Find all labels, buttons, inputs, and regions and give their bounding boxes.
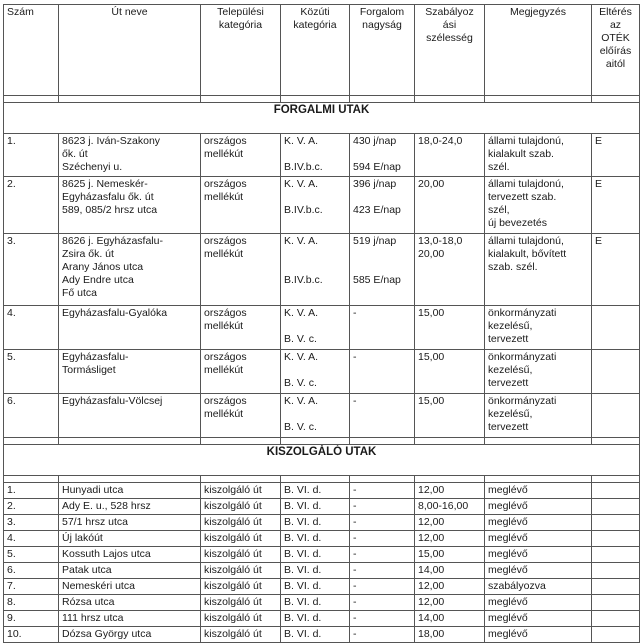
road-name: Kossuth Lajos utca xyxy=(59,547,201,563)
cell-line: Ady Endre utca xyxy=(62,274,134,286)
cell-line: mellékút xyxy=(204,191,244,203)
cell-line: B. V. c. xyxy=(284,377,317,389)
otek-deviation xyxy=(592,547,640,563)
road-name xyxy=(59,177,201,234)
cell-line: tervezett szab. xyxy=(488,191,557,203)
cell-line: K. V. A. xyxy=(284,395,319,407)
regulation-width xyxy=(415,234,485,306)
road-name: Patak utca xyxy=(59,563,201,579)
traffic-volume: - xyxy=(350,483,415,499)
table-row xyxy=(4,515,640,531)
road-name: Ady E. u., 528 hrsz xyxy=(59,499,201,515)
cell-line xyxy=(284,248,346,261)
cell-line: kialakult szab. xyxy=(488,148,554,160)
regulation-width: 12,00 xyxy=(415,531,485,547)
header-elteres xyxy=(592,5,640,96)
row-number: 9. xyxy=(4,611,59,627)
table-row xyxy=(4,627,640,643)
regulation-width: 14,00 xyxy=(415,563,485,579)
cell-line: szél, xyxy=(488,204,510,216)
row-number: 3. xyxy=(4,515,59,531)
note xyxy=(485,306,592,350)
spacer-cell xyxy=(350,476,415,483)
cell-line xyxy=(353,248,411,261)
regulation-width xyxy=(415,394,485,438)
otek-deviation: E xyxy=(592,234,640,306)
note: meglévő xyxy=(485,547,592,563)
cell-line: B.IV.b.c. xyxy=(284,161,323,173)
settlement-category xyxy=(201,306,281,350)
cell-line xyxy=(284,408,346,421)
road-category: B. VI. d. xyxy=(281,483,350,499)
table-row xyxy=(4,350,640,394)
road-name xyxy=(59,350,201,394)
settlement-category: kiszolgáló út xyxy=(201,611,281,627)
traffic-volume: - xyxy=(350,499,415,515)
road-category xyxy=(281,350,350,394)
header-telepulesi-kategoria xyxy=(201,5,281,96)
cell-line: országos xyxy=(204,178,247,190)
road-category: B. VI. d. xyxy=(281,563,350,579)
cell-line: K. V. A. xyxy=(284,307,319,319)
cell-line: mellékút xyxy=(204,148,244,160)
spacer-row xyxy=(4,438,640,445)
note: meglévő xyxy=(485,483,592,499)
header-szam: Szám xyxy=(4,5,59,96)
row-number: 4. xyxy=(4,306,59,350)
spacer-cell xyxy=(592,438,640,445)
cell-line: kezelésű, xyxy=(488,364,533,376)
road-category xyxy=(281,234,350,306)
cell-line xyxy=(353,261,411,274)
header-forgalom-nagysag xyxy=(350,5,415,96)
cell-line: ők. út xyxy=(62,148,88,160)
note: meglévő xyxy=(485,563,592,579)
row-number: 10. xyxy=(4,627,59,643)
cell-line: Egyházasfalu ők. út xyxy=(62,191,154,203)
header-line: aitól xyxy=(605,58,626,70)
settlement-category: kiszolgáló út xyxy=(201,531,281,547)
cell-line: 15,00 xyxy=(418,395,445,407)
cell-line: B.IV.b.c. xyxy=(284,204,323,216)
cell-line: Fő utca xyxy=(62,287,98,299)
note xyxy=(485,134,592,177)
cell-line: 519 j/nap xyxy=(353,235,397,247)
road-category: B. VI. d. xyxy=(281,579,350,595)
regulation-width: 14,00 xyxy=(415,611,485,627)
header-line: ási xyxy=(442,19,457,31)
note: meglévő xyxy=(485,627,592,643)
otek-deviation xyxy=(592,515,640,531)
table-row xyxy=(4,563,640,579)
road-category: B. VI. d. xyxy=(281,515,350,531)
row-number: 1. xyxy=(4,134,59,177)
settlement-category: kiszolgáló út xyxy=(201,499,281,515)
section-title: KISZOLGÁLÓ UTAK xyxy=(4,445,640,476)
table-body xyxy=(4,96,640,643)
otek-deviation: E xyxy=(592,134,640,177)
traffic-volume: - xyxy=(350,547,415,563)
cell-line: K. V. A. xyxy=(284,135,319,147)
traffic-volume: - xyxy=(350,579,415,595)
cell-line: - xyxy=(353,307,357,319)
settlement-category: kiszolgáló út xyxy=(201,515,281,531)
header-line: Eltérés xyxy=(599,6,632,18)
traffic-volume: - xyxy=(350,531,415,547)
cell-line: szél. xyxy=(488,161,510,173)
table-row xyxy=(4,611,640,627)
road-name: Nemeskéri utca xyxy=(59,579,201,595)
otek-deviation xyxy=(592,483,640,499)
header-megjegyzes: Megjegyzés xyxy=(485,5,592,96)
otek-deviation xyxy=(592,579,640,595)
cell-line: Egyházasfalu-Gyalóka xyxy=(62,307,168,319)
cell-line: önkormányzati xyxy=(488,395,557,407)
header-line: nagyság xyxy=(362,19,402,31)
table-row xyxy=(4,134,640,177)
traffic-volume xyxy=(350,350,415,394)
regulation-width: 12,00 xyxy=(415,579,485,595)
settlement-category xyxy=(201,350,281,394)
otek-deviation xyxy=(592,306,640,350)
section-title: FORGALMI UTAK xyxy=(4,103,640,134)
cell-line: országos xyxy=(204,135,247,147)
cell-line: tervezett xyxy=(488,333,529,345)
header-line: kategória xyxy=(293,19,337,31)
traffic-volume xyxy=(350,134,415,177)
note: meglévő xyxy=(485,531,592,547)
cell-line: B.IV.b.c. xyxy=(284,274,323,286)
header-line: előírás xyxy=(599,45,632,57)
otek-deviation xyxy=(592,394,640,438)
spacer-cell xyxy=(281,476,350,483)
otek-deviation xyxy=(592,350,640,394)
cell-line xyxy=(353,191,411,204)
spacer-cell xyxy=(485,438,592,445)
regulation-width xyxy=(415,177,485,234)
road-category xyxy=(281,306,350,350)
cell-line xyxy=(284,148,346,161)
table-row xyxy=(4,499,640,515)
row-number: 3. xyxy=(4,234,59,306)
header-row xyxy=(4,5,640,96)
cell-line: 8626 j. Egyházasfalu- xyxy=(62,235,163,247)
road-category: B. VI. d. xyxy=(281,531,350,547)
cell-line: B. V. c. xyxy=(284,421,317,433)
cell-line: országos xyxy=(204,235,247,247)
cell-line xyxy=(353,148,411,161)
cell-line: országos xyxy=(204,395,247,407)
cell-line: 589, 085/2 hrsz utca xyxy=(62,204,158,216)
row-number: 2. xyxy=(4,499,59,515)
cell-line: mellékút xyxy=(204,364,244,376)
note: meglévő xyxy=(485,515,592,531)
settlement-category xyxy=(201,234,281,306)
otek-deviation xyxy=(592,611,640,627)
otek-deviation xyxy=(592,499,640,515)
cell-line: K. V. A. xyxy=(284,351,319,363)
cell-line: 423 E/nap xyxy=(353,204,401,216)
cell-line: 18,0-24,0 xyxy=(418,135,463,147)
cell-line: mellékút xyxy=(204,408,244,420)
regulation-width xyxy=(415,134,485,177)
traffic-volume xyxy=(350,306,415,350)
row-number: 7. xyxy=(4,579,59,595)
settlement-category xyxy=(201,177,281,234)
cell-line: mellékút xyxy=(204,248,244,260)
regulation-width: 8,00-16,00 xyxy=(415,499,485,515)
cell-line: önkormányzati xyxy=(488,351,557,363)
cell-line: új bevezetés xyxy=(488,217,547,229)
spacer-cell xyxy=(415,476,485,483)
cell-line: 8625 j. Nemeskér- xyxy=(62,178,148,190)
cell-line: szab. szél. xyxy=(488,261,538,273)
settlement-category: kiszolgáló út xyxy=(201,483,281,499)
cell-line: K. V. A. xyxy=(284,178,319,190)
cell-line: - xyxy=(353,351,357,363)
road-name xyxy=(59,134,201,177)
settlement-category: kiszolgáló út xyxy=(201,627,281,643)
cell-line: kialakult, bővített xyxy=(488,248,567,260)
cell-line: - xyxy=(353,395,357,407)
spacer-cell xyxy=(281,438,350,445)
row-number: 4. xyxy=(4,531,59,547)
spacer-cell xyxy=(350,438,415,445)
regulation-width: 18,00 xyxy=(415,627,485,643)
traffic-volume xyxy=(350,394,415,438)
cell-line: Egyházasfalu- xyxy=(62,351,129,363)
cell-line: Egyházasfalu-Völcsej xyxy=(62,395,163,407)
table-row xyxy=(4,306,640,350)
spacer-cell xyxy=(201,476,281,483)
regulation-width: 12,00 xyxy=(415,595,485,611)
note: meglévő xyxy=(485,595,592,611)
regulation-width xyxy=(415,306,485,350)
header-szabalyozasi-szelesseg xyxy=(415,5,485,96)
spacer-cell xyxy=(201,438,281,445)
spacer-cell xyxy=(592,476,640,483)
cell-line: Zsira ők. út xyxy=(62,248,114,260)
cell-line: állami tulajdonú, xyxy=(488,178,564,190)
cell-line: országos xyxy=(204,307,247,319)
regulation-width xyxy=(415,350,485,394)
road-name xyxy=(59,394,201,438)
spacer-cell xyxy=(415,438,485,445)
header-line: Települési xyxy=(217,6,264,18)
road-name: Rózsa utca xyxy=(59,595,201,611)
cell-line: 396 j/nap xyxy=(353,178,397,190)
header-line: Szabályoz xyxy=(425,6,474,18)
traffic-volume xyxy=(350,177,415,234)
cell-line: K. V. A. xyxy=(284,235,319,247)
note: meglévő xyxy=(485,611,592,627)
row-number: 5. xyxy=(4,547,59,563)
spacer-row xyxy=(4,96,640,103)
spacer-cell xyxy=(59,476,201,483)
note: szabályozva xyxy=(485,579,592,595)
otek-deviation xyxy=(592,531,640,547)
section-kiszolgalo-utak xyxy=(4,445,640,476)
settlement-category xyxy=(201,394,281,438)
section-forgalmi-utak xyxy=(4,103,640,134)
cell-line: tervezett xyxy=(488,377,529,389)
regulation-width: 12,00 xyxy=(415,483,485,499)
table-row xyxy=(4,531,640,547)
row-number: 6. xyxy=(4,394,59,438)
table-row xyxy=(4,394,640,438)
road-category xyxy=(281,177,350,234)
cell-line: B. V. c. xyxy=(284,333,317,345)
spacer-cell xyxy=(4,438,59,445)
traffic-volume: - xyxy=(350,627,415,643)
cell-line: 430 j/nap xyxy=(353,135,397,147)
settlement-category xyxy=(201,134,281,177)
header-line: kategória xyxy=(218,19,263,31)
spacer-row xyxy=(4,476,640,483)
cell-line: 20,00 xyxy=(418,178,445,190)
roads-table xyxy=(3,4,640,643)
cell-line: Tormásliget xyxy=(62,364,116,376)
row-number: 6. xyxy=(4,563,59,579)
cell-line xyxy=(284,261,346,274)
header-kozuti-kategoria xyxy=(281,5,350,96)
cell-line: Széchenyi u. xyxy=(62,161,123,173)
road-category: B. VI. d. xyxy=(281,499,350,515)
otek-deviation xyxy=(592,563,640,579)
road-category: B. VI. d. xyxy=(281,547,350,563)
road-name: Hunyadi utca xyxy=(59,483,201,499)
road-name xyxy=(59,234,201,306)
traffic-volume: - xyxy=(350,595,415,611)
cell-line: kezelésű, xyxy=(488,320,533,332)
cell-line: Arany János utca xyxy=(62,261,144,273)
note xyxy=(485,350,592,394)
note xyxy=(485,394,592,438)
spacer-cell xyxy=(4,476,59,483)
settlement-category: kiszolgáló út xyxy=(201,595,281,611)
cell-line: önkormányzati xyxy=(488,307,557,319)
traffic-volume: - xyxy=(350,611,415,627)
cell-line xyxy=(284,364,346,377)
cell-line: 15,00 xyxy=(418,351,445,363)
cell-line: 13,0-18,0 xyxy=(418,235,463,247)
settlement-category: kiszolgáló út xyxy=(201,579,281,595)
cell-line xyxy=(284,191,346,204)
road-name: Dózsa György utca xyxy=(59,627,201,643)
row-number: 1. xyxy=(4,483,59,499)
cell-line: 594 E/nap xyxy=(353,161,401,173)
cell-line: kezelésű, xyxy=(488,408,533,420)
header-line: Közúti xyxy=(300,6,330,18)
otek-deviation: E xyxy=(592,177,640,234)
header-line: az xyxy=(609,19,622,31)
cell-line: 585 E/nap xyxy=(353,274,401,286)
row-number: 8. xyxy=(4,595,59,611)
road-category: B. VI. d. xyxy=(281,611,350,627)
road-category: B. VI. d. xyxy=(281,595,350,611)
note xyxy=(485,177,592,234)
road-name: 57/1 hrsz utca xyxy=(59,515,201,531)
spacer-cell xyxy=(59,438,201,445)
row-number: 5. xyxy=(4,350,59,394)
traffic-volume: - xyxy=(350,563,415,579)
note: meglévő xyxy=(485,499,592,515)
cell-line: 8623 j. Iván-Szakony xyxy=(62,135,161,147)
table-row xyxy=(4,547,640,563)
settlement-category: kiszolgáló út xyxy=(201,547,281,563)
header-line: OTÉK xyxy=(601,32,630,44)
cell-line: állami tulajdonú, xyxy=(488,135,564,147)
table-row xyxy=(4,483,640,499)
cell-line: 20,00 xyxy=(418,248,445,260)
road-name xyxy=(59,306,201,350)
note xyxy=(485,234,592,306)
cell-line xyxy=(284,320,346,333)
row-number: 2. xyxy=(4,177,59,234)
traffic-volume xyxy=(350,234,415,306)
road-name: Új lakóút xyxy=(59,531,201,547)
cell-line: tervezett xyxy=(488,421,529,433)
regulation-width: 15,00 xyxy=(415,547,485,563)
table-row xyxy=(4,579,640,595)
settlement-category: kiszolgáló út xyxy=(201,563,281,579)
road-name: 111 hrsz utca xyxy=(59,611,201,627)
table-row xyxy=(4,177,640,234)
otek-deviation xyxy=(592,627,640,643)
cell-line: állami tulajdonú, xyxy=(488,235,564,247)
road-category: B. VI. d. xyxy=(281,627,350,643)
road-category xyxy=(281,134,350,177)
cell-line: mellékút xyxy=(204,320,244,332)
cell-line: országos xyxy=(204,351,247,363)
spacer-cell xyxy=(485,476,592,483)
header-ut-neve: Út neve xyxy=(59,5,201,96)
header-line: szélesség xyxy=(426,32,473,44)
table-row xyxy=(4,234,640,306)
regulation-width: 12,00 xyxy=(415,515,485,531)
traffic-volume: - xyxy=(350,515,415,531)
road-category xyxy=(281,394,350,438)
cell-line: 15,00 xyxy=(418,307,445,319)
header-line: Forgalom xyxy=(359,6,405,18)
